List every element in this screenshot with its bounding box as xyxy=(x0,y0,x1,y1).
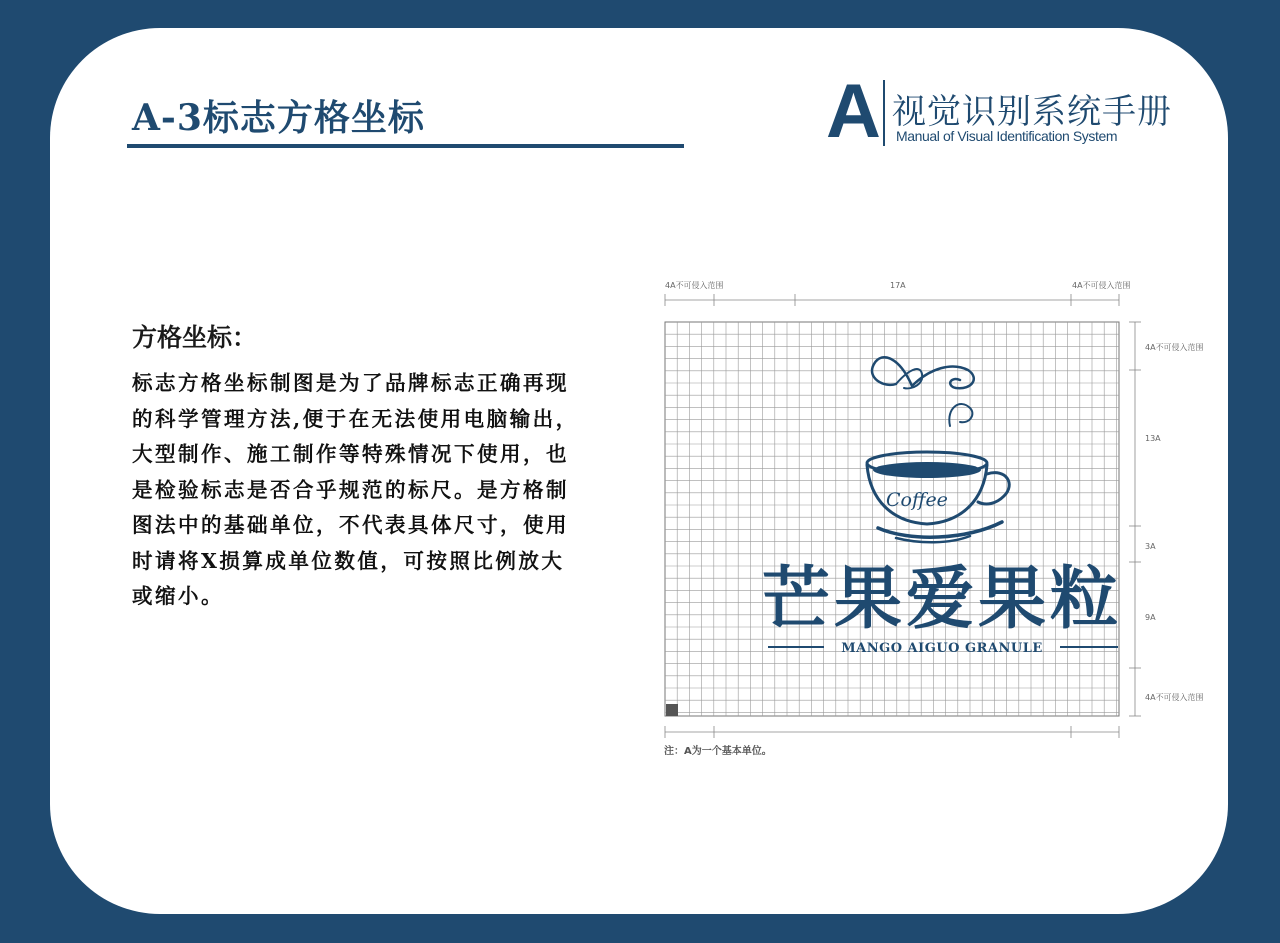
brand-title-en: Manual of Visual Identification System xyxy=(896,128,1118,144)
brand-title-cn: 视觉识别系统手册 xyxy=(892,92,1172,132)
grid-diagram xyxy=(650,238,1210,748)
section-title: A-3标志方格坐标 xyxy=(132,97,425,139)
page-card xyxy=(50,28,1228,914)
brand-letter: A xyxy=(826,69,881,154)
right-dim-5: 4A不可侵入范围 xyxy=(1145,693,1204,702)
right-dim-2: 13A xyxy=(1145,434,1161,443)
right-dim-3: 3A xyxy=(1145,542,1156,551)
logo-wordmark-cn: 芒果爱果粒 xyxy=(761,560,1123,639)
content-heading: 方格坐标： xyxy=(132,323,258,352)
top-dim-right: 4A不可侵入范围 xyxy=(1072,281,1131,290)
top-dim-left: 4A不可侵入范围 xyxy=(665,281,724,290)
title-underline xyxy=(127,144,684,148)
brand-divider xyxy=(883,80,885,146)
content-paragraph: 标志方格坐标制图是为了品牌标志正确再现的科学管理方法,便于在无法使用电脑输出，大型制作、施工制作等特殊情况下使用，也是检验标志是否合乎规范的标尺。是方格制图法中的基础单位，不代表具体尺寸，使用时请将X损算成单位数值，可按照比例放大或缩小。 xyxy=(132,371,579,608)
right-dim-1: 4A不可侵入范围 xyxy=(1145,343,1204,352)
unit-square xyxy=(666,704,678,716)
coffee-liquid xyxy=(873,462,981,478)
unit-note: 注：A为一个基本单位。 xyxy=(664,746,772,757)
logo-wordmark-en: MANGO AIGUO GRANULE xyxy=(841,641,1043,656)
logo-script: Coffee xyxy=(886,489,948,511)
right-dim-4: 9A xyxy=(1145,613,1156,622)
top-dim-center: 17A xyxy=(890,281,906,290)
